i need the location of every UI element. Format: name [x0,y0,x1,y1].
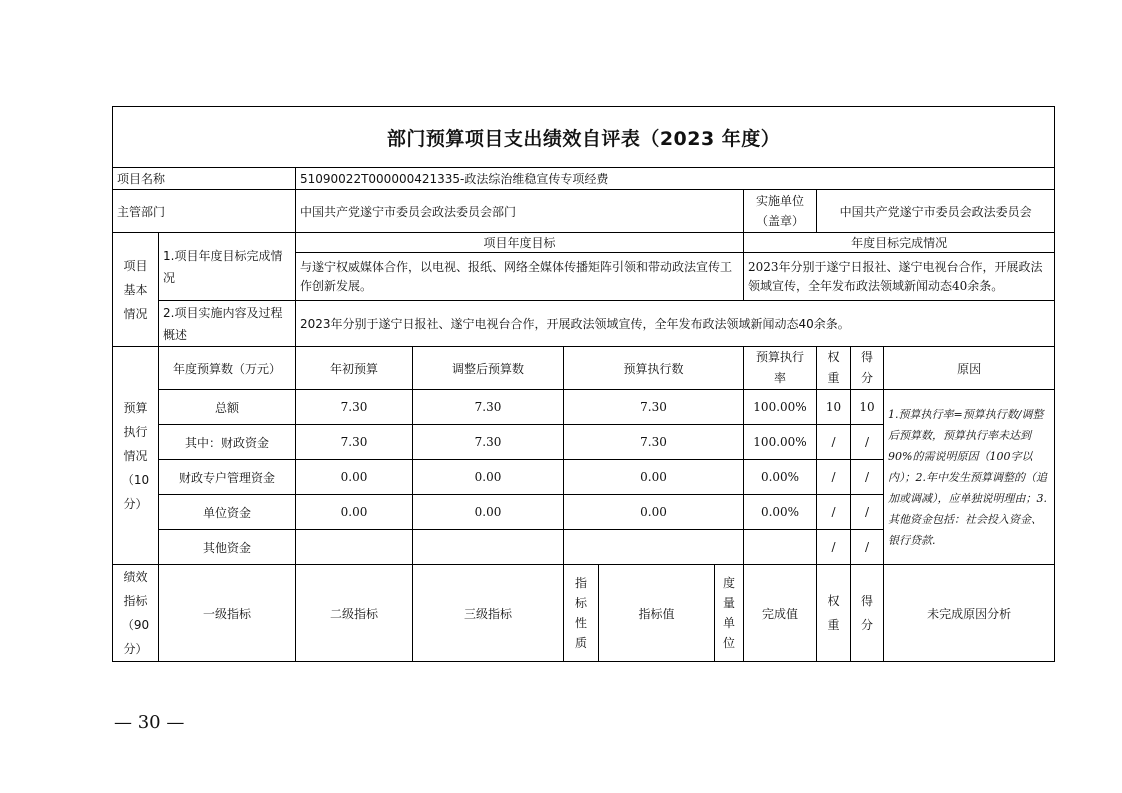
execution-rate-cell: 100.00% [744,390,817,425]
score-header [851,347,884,390]
budget-execution-label [113,347,159,565]
level3-indicator-header: 三级指标 [413,565,564,662]
implementing-unit-label-line1: 实施单位 [755,194,804,208]
annual-goal-text: 与遂宁权威媒体合作，以电视、报纸、网络全媒体传播矩阵引领和带动政法宣传工作创新发展。 [296,253,744,301]
indicator-nature-line4: 质 [574,636,587,650]
basic-info-label-line2: 基本 [123,282,148,297]
initial-budget-cell: 7.30 [296,425,413,460]
budget-execution-label-line5: 分） [123,496,148,511]
executed-budget-cell: 0.00 [564,460,744,495]
performance-indicators-label-line3: （90 [121,618,150,632]
score-header-line1: 得 [860,350,873,364]
weight-cell: / [817,425,851,460]
initial-budget-cell [296,530,413,565]
implementation-overview-label: 2.项目实施内容及过程概述 [159,301,296,347]
supervising-dept-value: 中国共产党遂宁市委员会政法委员会部门 [296,190,744,233]
basic-info-label-line3: 情况 [123,306,148,321]
executed-budget-cell: 7.30 [564,425,744,460]
basic-info-label-line1: 项目 [123,258,148,273]
budget-item-header: 年度预算数（万元） [159,347,296,390]
adjusted-budget-cell: 7.30 [413,425,564,460]
budget-execution-label-line4: （10 [121,472,150,487]
perf-score-line1: 得 [860,594,873,608]
indicator-value-header: 指标值 [599,565,715,662]
execution-rate-cell: 0.00% [744,495,817,530]
level1-indicator-header: 一级指标 [159,565,296,662]
project-name-value: 51090022T000000421335-政法综治维稳宣传专项经费 [296,168,1055,190]
budget-execution-label-line3: 情况 [123,448,148,463]
score-header-line2: 分 [860,371,873,385]
execution-rate-header-line1: 预算执行 [755,350,804,364]
measurement-unit-line2: 量 [722,596,735,610]
level2-indicator-header: 二级指标 [296,565,413,662]
perf-score-header [851,565,884,662]
budget-execution-label-line1: 预算 [123,400,148,415]
weight-cell: 10 [817,390,851,425]
execution-rate-cell: 100.00% [744,425,817,460]
implementation-overview-text: 2023年分别于遂宁日报社、遂宁电视台合作，开展政法领域宣传，全年发布政法领域新闻动态40余条。 [296,301,1055,347]
indicator-nature-line1: 指 [574,576,587,590]
indicator-nature-line3: 性 [574,616,587,630]
goal-completion-text: 2023年分别于遂宁日报社、遂宁电视台合作，开展政法领域宣传，全年发布政法领域新闻动态40余条。 [744,253,1055,301]
form-title: 部门预算项目支出绩效自评表（2023 年度） [113,107,1055,168]
adjusted-budget-header: 调整后预算数 [413,347,564,390]
goal-completion-header: 年度目标完成情况 [744,233,1055,253]
budget-item-cell: 总额 [159,390,296,425]
annual-goal-completion-label: 1.项目年度目标完成情况 [159,233,296,301]
supervising-dept-label: 主管部门 [113,190,296,233]
weight-header-line2: 重 [827,371,840,385]
implementing-unit-label [744,190,817,233]
weight-cell: / [817,530,851,565]
performance-indicators-label-line2: 指标 [123,594,148,608]
perf-weight-line1: 权 [827,594,840,608]
actual-value-header: 完成值 [744,565,817,662]
executed-budget-cell: 0.00 [564,495,744,530]
execution-rate-header-line2: 率 [773,371,786,385]
execution-rate-cell: 0.00% [744,460,817,495]
adjusted-budget-cell: 0.00 [413,495,564,530]
initial-budget-cell: 7.30 [296,390,413,425]
executed-budget-header: 预算执行数 [564,347,744,390]
initial-budget-header: 年初预算 [296,347,413,390]
execution-rate-cell [744,530,817,565]
perf-weight-line2: 重 [827,618,840,632]
score-cell: / [851,460,884,495]
initial-budget-cell: 0.00 [296,495,413,530]
weight-cell: / [817,495,851,530]
annual-goal-header: 项目年度目标 [296,233,744,253]
performance-self-evaluation-table [112,106,1055,662]
score-cell: 10 [851,390,884,425]
incomplete-reason-header: 未完成原因分析 [884,565,1055,662]
implementing-unit-label-line2: （盖章） [755,214,804,228]
measurement-unit-line4: 位 [722,636,735,650]
adjusted-budget-cell [413,530,564,565]
reason-header: 原因 [884,347,1055,390]
page-number: — 30 — [114,712,185,733]
initial-budget-cell: 0.00 [296,460,413,495]
score-cell: / [851,425,884,460]
measurement-unit-header [715,565,744,662]
score-cell: / [851,530,884,565]
executed-budget-cell: 7.30 [564,390,744,425]
perf-weight-header [817,565,851,662]
budget-execution-label-line2: 执行 [123,424,148,439]
indicator-nature-line2: 标 [574,596,587,610]
indicator-nature-header [564,565,599,662]
measurement-unit-line3: 单 [722,616,735,630]
measurement-unit-line1: 度 [722,576,735,590]
adjusted-budget-cell: 7.30 [413,390,564,425]
score-cell: / [851,495,884,530]
budget-item-cell: 财政专户管理资金 [159,460,296,495]
weight-header [817,347,851,390]
adjusted-budget-cell: 0.00 [413,460,564,495]
budget-item-cell: 其中：财政资金 [159,425,296,460]
implementing-unit-value: 中国共产党遂宁市委员会政法委员会 [817,190,1055,233]
weight-cell: / [817,460,851,495]
perf-score-line2: 分 [860,618,873,632]
performance-indicators-label-line1: 绩效 [123,570,148,584]
basic-info-label [113,233,159,347]
executed-budget-cell [564,530,744,565]
budget-item-cell: 单位资金 [159,495,296,530]
project-name-label: 项目名称 [113,168,296,190]
budget-reason-note: 1.预算执行率=预算执行数/调整后预算数，预算执行率未达到90%的需说明原因（100字以内）；2.年中发生预算调整的（追加或调减），应单独说明理由；3.其他资金包括：社会投入资金、银行贷款. [884,390,1055,565]
execution-rate-header [744,347,817,390]
budget-item-cell: 其他资金 [159,530,296,565]
table-row [113,390,1055,425]
performance-indicators-label-line4: 分） [123,642,148,656]
weight-header-line1: 权 [827,350,840,364]
performance-indicators-label [113,565,159,662]
